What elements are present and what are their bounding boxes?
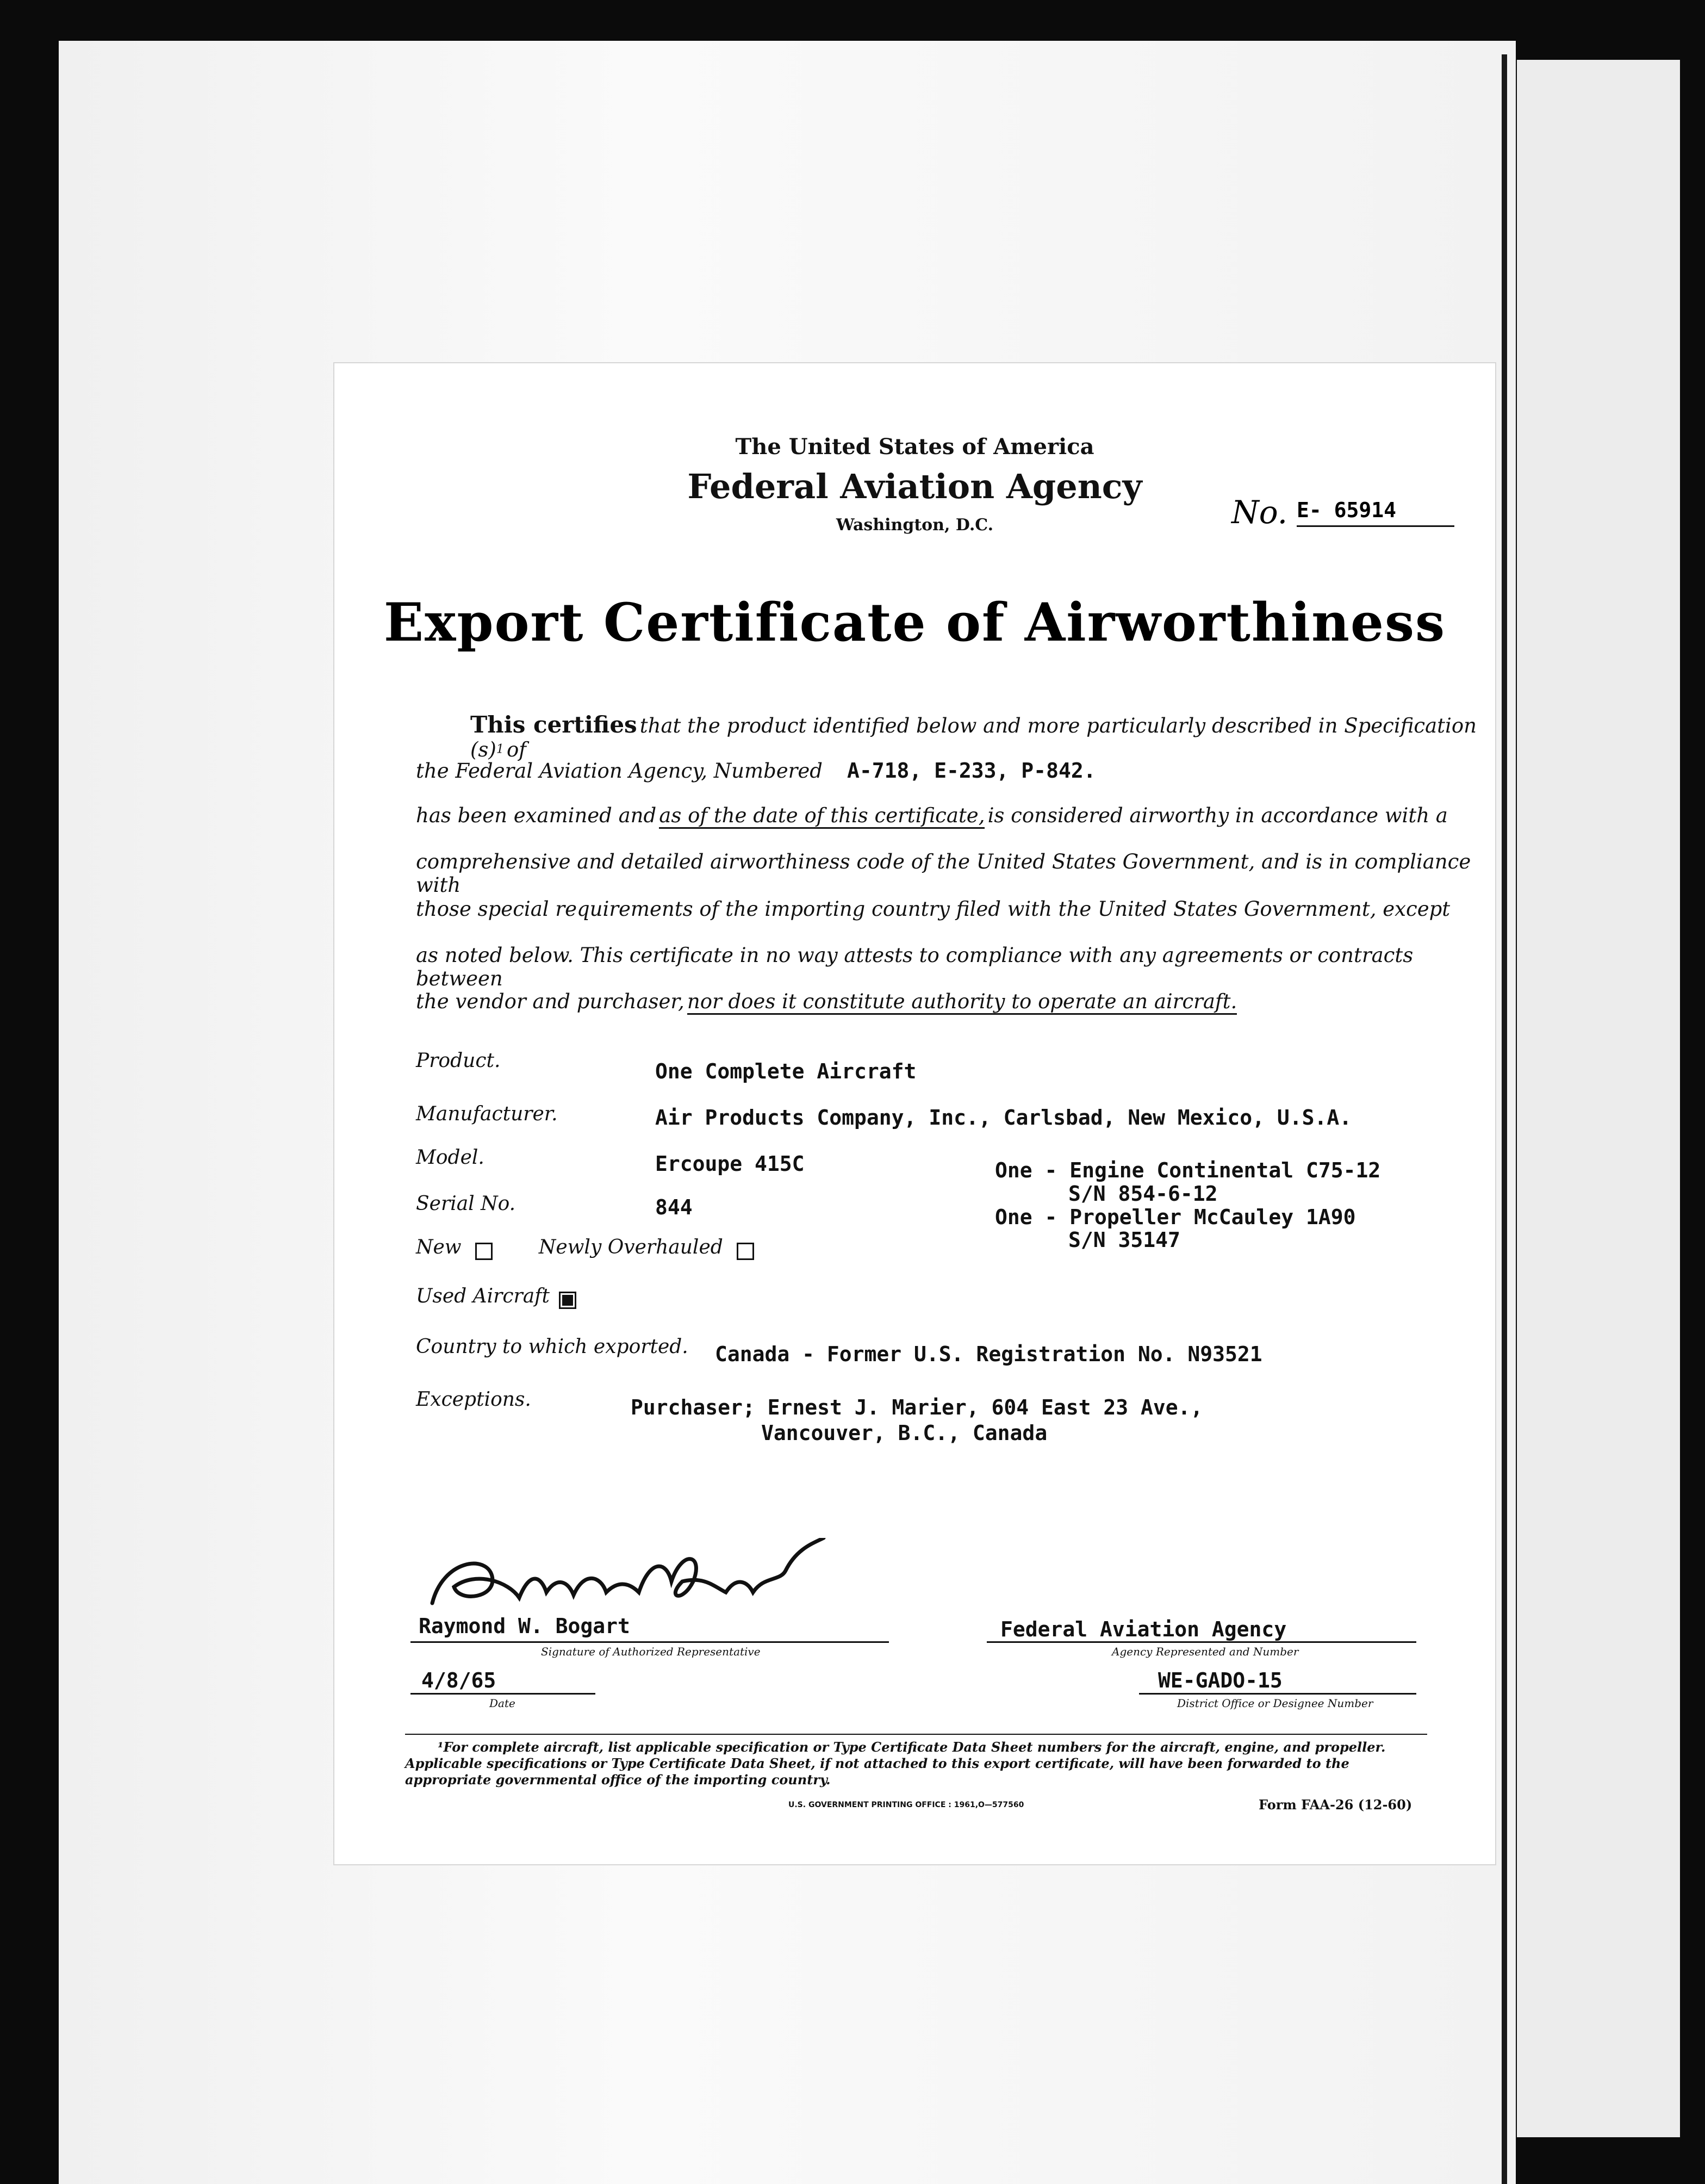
specification-numbers: A-718, E-233, P-842. bbox=[847, 759, 1096, 783]
new-checkbox[interactable] bbox=[475, 1243, 493, 1260]
body-line3c: is considered airworthy in accordance with a bbox=[987, 804, 1448, 827]
certificate-number bbox=[1231, 494, 1460, 537]
footnote-rule bbox=[405, 1734, 1427, 1735]
body-line-2 bbox=[416, 759, 1096, 783]
header-country: The United States of America bbox=[735, 434, 1094, 460]
country-label: Country to which exported. bbox=[416, 1336, 688, 1358]
certificate-title: Export Certificate of Airworthiness bbox=[383, 592, 1446, 653]
propeller-line-2: S/N 35147 bbox=[1068, 1228, 1180, 1252]
country-value: Canada - Former U.S. Registration No. N93521 bbox=[715, 1342, 1262, 1366]
newly-overhauled-label: Newly Overhauled bbox=[538, 1236, 723, 1258]
agency-line bbox=[987, 1641, 1416, 1643]
body-lead: This certifies bbox=[470, 711, 637, 738]
date-value: 4/8/65 bbox=[421, 1668, 496, 1692]
signer-name: Raymond W. Bogart bbox=[419, 1614, 630, 1638]
new-label: New bbox=[416, 1236, 462, 1258]
body-line-5: those special requirements of the importing country filed with the United States Government, except bbox=[416, 897, 1451, 921]
body-line-3 bbox=[416, 804, 1448, 827]
certificate-number-label: No. bbox=[1231, 494, 1288, 531]
backing-paper-right bbox=[1517, 60, 1680, 2137]
certificate-number-value: E- 65914 bbox=[1297, 498, 1454, 527]
header-agency: Federal Aviation Agency bbox=[687, 467, 1142, 506]
district-value: WE-GADO-15 bbox=[1158, 1668, 1283, 1692]
exceptions-line-2: Vancouver, B.C., Canada bbox=[761, 1421, 1048, 1445]
condition-row bbox=[416, 1236, 754, 1260]
exceptions-label: Exceptions. bbox=[416, 1388, 531, 1411]
serial-value: 844 bbox=[655, 1195, 693, 1219]
manufacturer-value: Air Products Company, Inc., Carlsbad, New Mexico, U.S.A. bbox=[655, 1106, 1352, 1130]
header-city: Washington, D.C. bbox=[836, 516, 994, 535]
body-line3b: as of the date of this certificate, bbox=[659, 804, 985, 829]
engine-line-1: One - Engine Continental C75-12 bbox=[995, 1158, 1381, 1182]
exceptions-line-1: Purchaser; Ernest J. Marier, 604 East 23 Ave., bbox=[631, 1395, 1203, 1419]
certificate-page bbox=[334, 363, 1495, 1864]
product-value: One Complete Aircraft bbox=[655, 1059, 917, 1083]
footnote-line-1: ¹For complete aircraft, list applicable specification or Type Certificate Data Sheet numbers for the aircraft, engine, and propeller. bbox=[438, 1739, 1386, 1755]
body-line-7 bbox=[416, 990, 1237, 1013]
body-line-1 bbox=[470, 711, 1495, 761]
date-caption: Date bbox=[489, 1697, 515, 1710]
signature-caption: Signature of Authorized Representative bbox=[541, 1645, 761, 1658]
footnote-marker: 1 bbox=[496, 742, 504, 756]
body-line7b: nor does it constitute authority to operate an aircraft. bbox=[687, 990, 1237, 1015]
agency-value: Federal Aviation Agency bbox=[1000, 1617, 1287, 1641]
propeller-line-1: One - Propeller McCauley 1A90 bbox=[995, 1205, 1356, 1229]
used-aircraft-label: Used Aircraft bbox=[416, 1285, 550, 1307]
manufacturer-label: Manufacturer. bbox=[416, 1103, 558, 1125]
form-id: Form FAA-26 (12-60) bbox=[1259, 1797, 1412, 1813]
footnote-line-2: Applicable specifications or Type Certificate Data Sheet, if not attached to this export certificate, will have been forwarded to the bbox=[405, 1755, 1349, 1771]
district-line bbox=[1139, 1693, 1416, 1695]
district-caption: District Office or Designee Number bbox=[1177, 1697, 1373, 1710]
body-line7a: the vendor and purchaser, bbox=[416, 990, 685, 1013]
model-label: Model. bbox=[416, 1146, 484, 1169]
handwritten-signature bbox=[410, 1538, 845, 1625]
model-value: Ercoupe 415C bbox=[655, 1152, 805, 1176]
signature-line bbox=[410, 1641, 889, 1643]
product-label: Product. bbox=[416, 1050, 501, 1072]
engine-line-2: S/N 854-6-12 bbox=[1068, 1182, 1218, 1206]
footnote bbox=[405, 1739, 1427, 1788]
date-line bbox=[410, 1693, 595, 1695]
paper-fold-shadow bbox=[1502, 54, 1507, 2184]
printer-imprint: U.S. GOVERNMENT PRINTING OFFICE : 1961,O—577560 bbox=[788, 1801, 1024, 1809]
newly-overhauled-checkbox[interactable] bbox=[737, 1243, 754, 1260]
body-line3a: has been examined and bbox=[416, 804, 657, 827]
serial-label: Serial No. bbox=[416, 1193, 516, 1215]
body-line1-text: that the product identified below and more particularly described in Specification (s) bbox=[470, 714, 1477, 761]
body-line2-text: the Federal Aviation Agency, Numbered bbox=[416, 759, 823, 783]
footnote-line-3: appropriate governmental office of the importing country. bbox=[405, 1772, 831, 1788]
used-row bbox=[416, 1285, 576, 1309]
used-aircraft-checkbox[interactable] bbox=[559, 1292, 576, 1309]
body-line-6: as noted below. This certificate in no way attests to compliance with any agreements or contracts between bbox=[416, 944, 1414, 990]
agency-caption: Agency Represented and Number bbox=[1112, 1645, 1299, 1658]
body-line-4: comprehensive and detailed airworthiness code of the United States Government, and is in compliance with bbox=[416, 850, 1471, 897]
body-line1-end: of bbox=[506, 738, 526, 761]
